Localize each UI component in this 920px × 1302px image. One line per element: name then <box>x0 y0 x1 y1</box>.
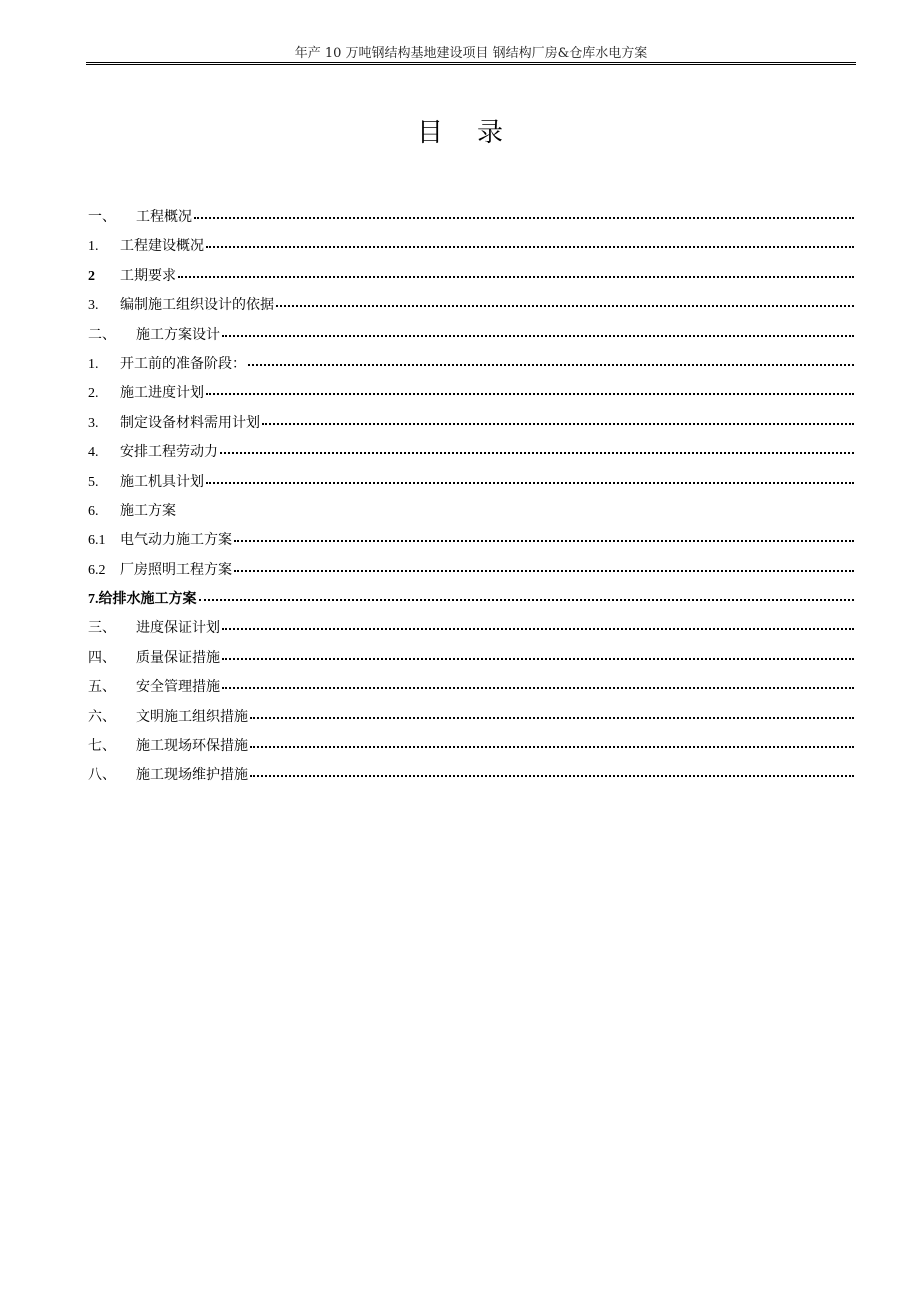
toc-entry[interactable] <box>88 235 854 264</box>
toc-entry-number: 6.1 <box>88 533 106 549</box>
toc-entry-number: 二、 <box>88 327 116 343</box>
toc-entry-number: 2 <box>88 268 95 284</box>
toc-entry-title: 施工方案设计 <box>136 326 220 343</box>
toc-entry-title: 施工现场维护措施 <box>136 767 248 784</box>
toc-entry[interactable] <box>88 441 854 470</box>
toc-entry-title: 电气动力施工方案 <box>120 532 232 549</box>
toc-dot-leader <box>250 746 854 748</box>
toc-entry-number: 八、 <box>88 768 116 784</box>
toc-entry-title: 工期要求 <box>120 267 176 284</box>
toc-entry-title: 施工方案 <box>120 502 176 519</box>
toc-entry[interactable] <box>88 617 854 646</box>
toc-entry-number: 三、 <box>88 621 116 637</box>
toc-entry-number: 七、 <box>88 739 116 755</box>
toc-entry-title: 安全管理措施 <box>136 679 220 696</box>
toc-dot-leader <box>250 775 854 777</box>
toc-entry[interactable] <box>88 647 854 676</box>
toc-entry-number: 六、 <box>88 709 116 725</box>
toc-entry[interactable] <box>88 412 854 441</box>
toc-entry-title: 进度保证计划 <box>136 620 220 637</box>
page-title: 目录 <box>416 118 537 148</box>
toc-dot-leader <box>222 687 854 689</box>
toc-entry[interactable] <box>88 735 854 764</box>
toc-entry-title: 文明施工组织措施 <box>136 708 248 725</box>
toc-entry-title: 厂房照明工程方案 <box>120 561 232 578</box>
toc-dot-leader <box>206 246 854 248</box>
toc-dot-leader <box>222 628 854 630</box>
toc-entry-title: 施工现场环保措施 <box>136 738 248 755</box>
toc-entry-title: 安排工程劳动力 <box>120 444 218 461</box>
toc-entry-number: 6. <box>88 503 99 519</box>
toc-entry-number: 2. <box>88 386 99 402</box>
toc-dot-leader <box>194 217 854 219</box>
toc-entry[interactable] <box>88 676 854 705</box>
toc-entry[interactable] <box>88 529 854 558</box>
toc-entry[interactable] <box>88 500 854 529</box>
toc-entry-title: 给排水施工方案 <box>98 591 197 608</box>
toc-entry-title: 开工前的准备阶段： <box>120 355 246 372</box>
toc-entry-title: 工程概况 <box>136 209 192 225</box>
toc-entry[interactable] <box>88 559 854 588</box>
toc-entry-title: 编制施工组织设计的依据 <box>120 297 274 314</box>
toc-entry[interactable] <box>88 764 854 793</box>
toc-dot-leader <box>248 364 854 366</box>
toc-entry[interactable] <box>88 471 854 500</box>
toc-entry-number: 一、 <box>88 210 116 225</box>
toc-entry-number: 四、 <box>88 650 116 666</box>
toc-entry[interactable] <box>88 588 854 617</box>
toc-dot-leader <box>206 482 854 484</box>
toc-dot-leader <box>234 570 854 572</box>
toc-entry[interactable] <box>88 706 854 735</box>
toc-dot-leader <box>178 276 854 278</box>
toc-entry[interactable] <box>88 353 854 382</box>
toc-entry[interactable] <box>88 382 854 411</box>
toc-entry-number: 6.2 <box>88 562 106 578</box>
toc-entry-title: 工程建设概况 <box>120 238 204 255</box>
toc-entry[interactable] <box>88 265 854 294</box>
toc-dot-leader <box>222 658 854 660</box>
toc-entry[interactable] <box>88 324 854 353</box>
toc-entry-number: 1. <box>88 356 99 372</box>
toc-entry-title: 施工进度计划 <box>120 385 204 402</box>
toc-dot-leader <box>276 305 854 307</box>
toc-entry-number: 5. <box>88 474 99 490</box>
toc-dot-leader <box>222 335 854 337</box>
toc-dot-leader <box>262 423 854 425</box>
toc-entry-number: 3. <box>88 298 99 314</box>
toc-entry-number: 1. <box>88 239 99 255</box>
toc-entry-number: 3. <box>88 415 99 431</box>
toc-entry-title: 质量保证措施 <box>136 649 220 666</box>
toc-dot-leader <box>199 599 855 601</box>
table-of-contents <box>88 206 854 794</box>
toc-dot-leader <box>206 393 854 395</box>
toc-dot-leader <box>220 452 854 454</box>
header-rule-secondary <box>86 64 856 65</box>
toc-dot-leader <box>250 717 854 719</box>
toc-entry[interactable] <box>88 206 854 235</box>
page-header: 年产 10 万吨钢结构基地建设项目 钢结构厂房&仓库水电方案 <box>294 46 648 61</box>
header-rule <box>86 62 856 63</box>
toc-entry[interactable] <box>88 294 854 323</box>
toc-entry-number: 7. <box>88 592 99 608</box>
toc-entry-number: 4. <box>88 445 99 461</box>
toc-entry-number: 五、 <box>88 680 116 696</box>
toc-entry-title: 施工机具计划 <box>120 473 204 490</box>
toc-dot-leader <box>234 540 854 542</box>
toc-entry-title: 制定设备材料需用计划 <box>120 414 260 431</box>
